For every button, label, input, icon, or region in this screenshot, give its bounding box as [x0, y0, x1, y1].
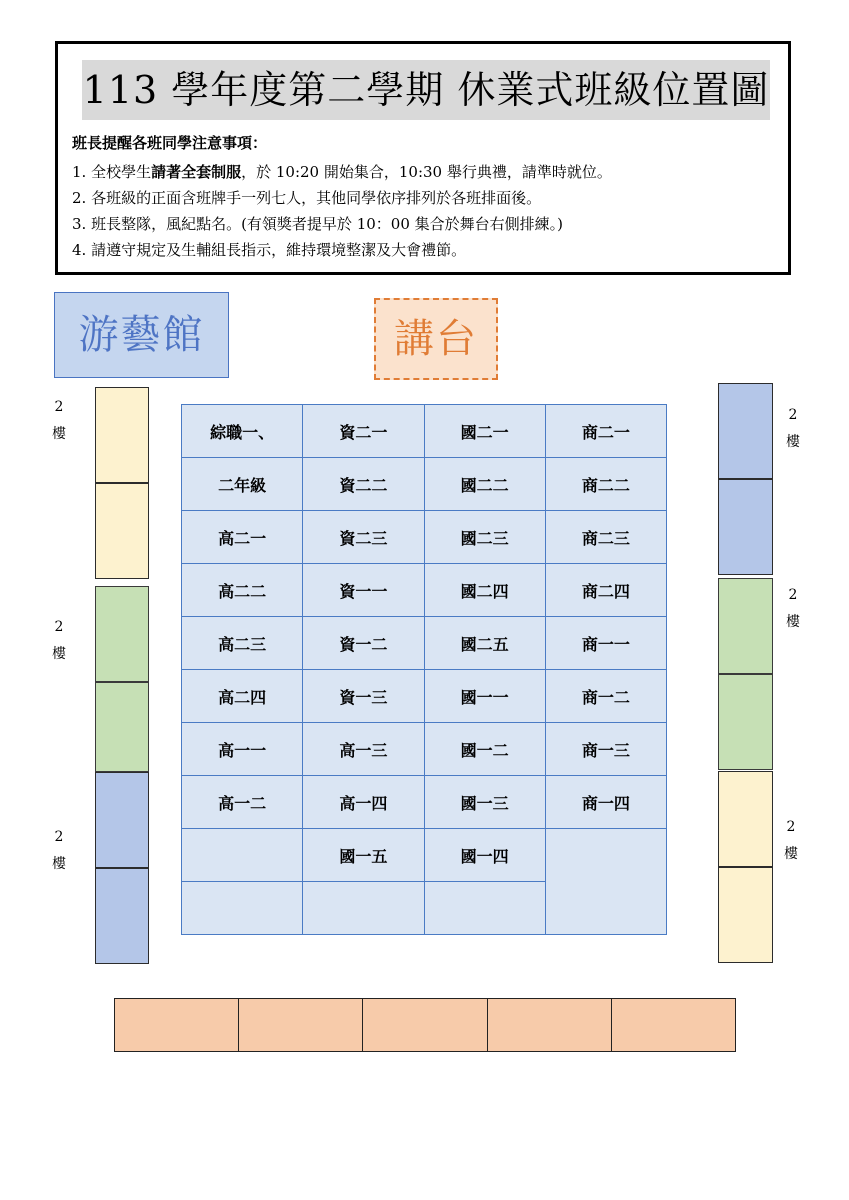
grid-cell: 商二二 [545, 458, 666, 511]
floor-number: 2 [54, 399, 64, 415]
grid-cell: 資一三 [303, 670, 424, 723]
grid-cell: 商二三 [545, 511, 666, 564]
left-floor-label-2 [49, 614, 69, 668]
table-row [182, 829, 667, 882]
grid-cell: 高二一 [182, 511, 303, 564]
floor-word: 樓 [52, 646, 66, 662]
right-block-yellow-2 [718, 867, 773, 963]
left-block-blue-1 [95, 772, 149, 868]
floor-number: 2 [788, 587, 798, 603]
grid-cell: 國二五 [424, 617, 545, 670]
grid-cell: 國一五 [303, 829, 424, 882]
grid-cell: 高一一 [182, 723, 303, 776]
grid-cell [182, 882, 303, 935]
grid-cell [303, 882, 424, 935]
grid-cell: 商一三 [545, 723, 666, 776]
bottom-block [363, 999, 487, 1052]
grid-cell: 國一三 [424, 776, 545, 829]
left-floor-label-1 [49, 394, 69, 448]
grid-cell: 高二四 [182, 670, 303, 723]
grid-cell: 商一四 [545, 776, 666, 829]
grid-cell: 二年級 [182, 458, 303, 511]
grid-cell: 資一二 [303, 617, 424, 670]
left-block-blue-2 [95, 868, 149, 964]
notice-item-1-emphasis: 請著全套制服 [151, 163, 242, 181]
grid-cell: 國二一 [424, 405, 545, 458]
grid-cell: 商二一 [545, 405, 666, 458]
notice-box [55, 41, 791, 275]
grid-cell: 高一四 [303, 776, 424, 829]
grid-cell: 商一一 [545, 617, 666, 670]
table-row [182, 458, 667, 511]
floor-number: 2 [54, 829, 64, 845]
table-row [182, 617, 667, 670]
notice-item-3: 3. 班長整隊，風紀點名。(有領獎者提早於 10：00 集合於舞台右側排練。) [72, 215, 563, 233]
notice-item-2: 2. 各班級的正面含班牌手一列七人，其他同學依序排列於各班排面後。 [72, 189, 542, 207]
right-floor-label-1 [783, 402, 803, 456]
floor-number: 2 [788, 407, 798, 423]
right-block-green-2 [718, 674, 773, 770]
floor-word: 樓 [786, 434, 800, 450]
table-row [115, 999, 736, 1052]
grid-cell: 國一四 [424, 829, 545, 882]
left-block-yellow-1 [95, 387, 149, 483]
table-row [182, 723, 667, 776]
grid-cell: 高二三 [182, 617, 303, 670]
page-title: 113 學年度第二學期 休業式班級位置圖 [82, 60, 770, 120]
grid-cell [424, 882, 545, 935]
right-floor-label-2 [783, 582, 803, 636]
notice-list [72, 159, 612, 263]
notice-item-4: 4. 請遵守規定及生輔組長指示，維持環境整潔及大會禮節。 [72, 241, 467, 259]
grid-cell: 高一二 [182, 776, 303, 829]
floor-word: 樓 [784, 846, 798, 862]
grid-cell: 國二四 [424, 564, 545, 617]
right-floor-label-3 [781, 814, 801, 868]
grid-cell: 資一一 [303, 564, 424, 617]
table-row [182, 405, 667, 458]
floor-word: 樓 [52, 856, 66, 872]
grid-cell: 資二一 [303, 405, 424, 458]
notice-heading: 班長提醒各班同學注意事項： [72, 134, 268, 152]
grid-cell: 高一三 [303, 723, 424, 776]
grid-cell: 商二四 [545, 564, 666, 617]
floor-word: 樓 [52, 426, 66, 442]
floor-word: 樓 [786, 614, 800, 630]
bottom-block [239, 999, 363, 1052]
stage-label: 講台 [374, 298, 498, 380]
right-block-yellow-1 [718, 771, 773, 867]
grid-cell: 商一二 [545, 670, 666, 723]
grid-cell [182, 829, 303, 882]
table-row [182, 564, 667, 617]
table-row [182, 776, 667, 829]
grid-cell: 國二二 [424, 458, 545, 511]
grid-cell: 國一一 [424, 670, 545, 723]
floor-number: 2 [54, 619, 64, 635]
left-floor-label-3 [49, 824, 69, 878]
notice-item-1-post: ，於 10:20 開始集合，10:30 舉行典禮，請準時就位。 [241, 163, 612, 181]
right-block-blue-1 [718, 383, 773, 479]
notice-item-1-pre: 1. 全校學生 [72, 163, 152, 181]
grid-cell: 國一二 [424, 723, 545, 776]
bottom-block [487, 999, 611, 1052]
bottom-block [611, 999, 735, 1052]
table-row [182, 670, 667, 723]
seating-grid [181, 404, 667, 935]
grid-cell: 國二三 [424, 511, 545, 564]
left-block-green-1 [95, 586, 149, 682]
notice-item-1 [72, 159, 612, 185]
grid-cell [545, 829, 666, 935]
left-block-yellow-2 [95, 483, 149, 579]
bottom-block-row [114, 998, 736, 1052]
right-block-green-1 [718, 578, 773, 674]
gym-label: 游藝館 [54, 292, 229, 378]
right-block-blue-2 [718, 479, 773, 575]
bottom-block [115, 999, 239, 1052]
grid-cell: 資二二 [303, 458, 424, 511]
grid-cell: 資二三 [303, 511, 424, 564]
floor-number: 2 [786, 819, 796, 835]
grid-cell: 高二二 [182, 564, 303, 617]
table-row [182, 511, 667, 564]
grid-cell: 綜職一、 [182, 405, 303, 458]
left-block-green-2 [95, 682, 149, 772]
